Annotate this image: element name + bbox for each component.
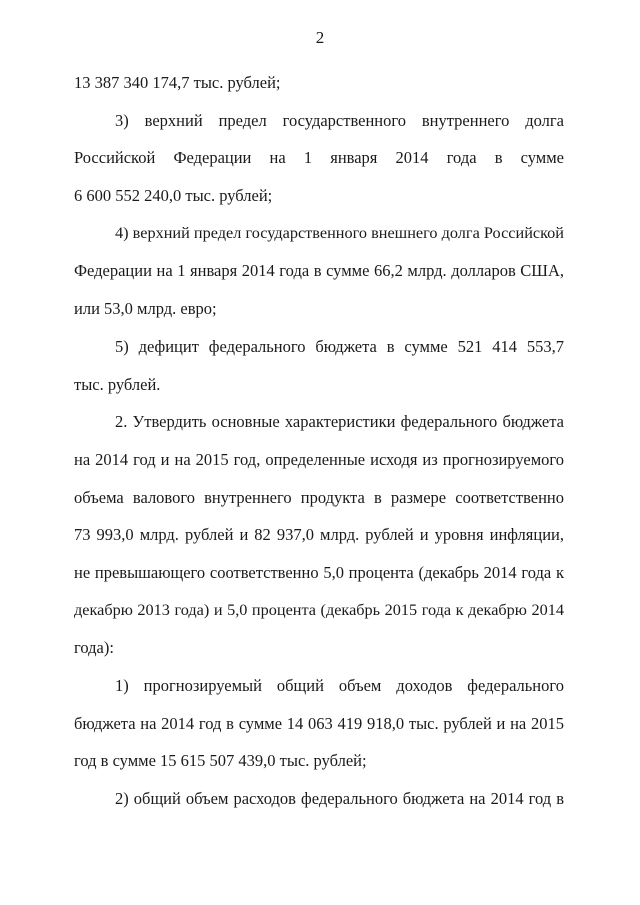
text-line: или 53,0 млрд. евро; (74, 299, 217, 319)
text-line: 4) верхний предел государственного внешнего долга Российской (115, 223, 564, 242)
text-line: Российской Федерации на 1 января 2014 года в сумме (74, 148, 564, 168)
text-line: 3) верхний предел государственного внутреннего долга (115, 110, 564, 130)
text-line: 2) общий объем расходов федерального бюджета на 2014 год в (115, 789, 564, 809)
document-body (74, 64, 564, 818)
text-line: не превышающего соответственно 5,0 процента (декабрь 2014 года к (74, 562, 564, 582)
text-line: бюджета на 2014 год в сумме 14 063 419 918,0 тыс. рублей и на 2015 (74, 713, 564, 733)
text-line: года): (74, 638, 114, 658)
text-line: год в сумме 15 615 507 439,0 тыс. рублей; (74, 751, 367, 771)
text-line: 73 993,0 млрд. рублей и 82 937,0 млрд. рублей и уровня инфляции, (74, 525, 564, 545)
text-line: Федерации на 1 января 2014 года в сумме 66,2 млрд. долларов США, (74, 261, 564, 281)
text-line: на 2014 год и на 2015 год, определенные исходя из прогнозируемого (74, 449, 564, 469)
text-line: тыс. рублей. (74, 374, 161, 394)
text-line: 6 600 552 240,0 тыс. рублей; (74, 186, 273, 206)
page-number: 2 (315, 28, 325, 47)
text-line: декабрю 2013 года) и 5,0 процента (декабрь 2015 года к декабрю 2014 (74, 600, 564, 619)
text-line: объема валового внутреннего продукта в размере соответственно (74, 487, 564, 507)
text-line: 1) прогнозируемый общий объем доходов федерального (115, 676, 564, 695)
text-line: 2. Утвердить основные характеристики федерального бюджета (115, 412, 564, 432)
text-line: 13 387 340 174,7 тыс. рублей; (74, 73, 281, 92)
text-line: 5) дефицит федерального бюджета в сумме 521 414 553,7 (115, 336, 564, 356)
